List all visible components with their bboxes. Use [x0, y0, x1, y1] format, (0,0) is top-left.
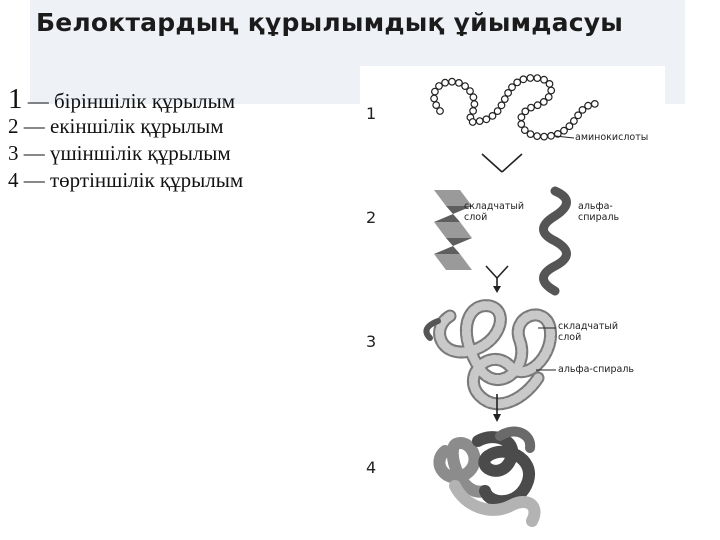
level-text: біріншілік құрылым — [54, 89, 236, 113]
level-number: 2 — [8, 114, 19, 138]
arrow-secondary-to-tertiary — [486, 266, 508, 293]
amino-acid-bead — [541, 99, 548, 106]
amino-acid-bead — [471, 101, 478, 108]
amino-acid-bead — [449, 78, 456, 85]
figure-level-number: 1 — [366, 104, 377, 123]
label-alpha-helix-tertiary: альфа-спираль — [558, 364, 634, 375]
alpha-helix — [544, 191, 567, 291]
amino-acid-bead — [470, 108, 477, 115]
level-item — [8, 83, 243, 115]
amino-acid-bead — [476, 118, 483, 125]
label-pleated-sheet-line2: слой — [464, 212, 488, 223]
label-alpha-helix-line1: альфа- — [578, 201, 613, 212]
level-separator: — — [18, 114, 50, 138]
level-item — [8, 167, 243, 194]
amino-acid-bead — [548, 133, 555, 140]
amino-acid-bead — [592, 101, 599, 108]
amino-acid-bead — [514, 79, 521, 86]
amino-acid-bead — [534, 133, 541, 140]
level-number: 3 — [8, 141, 19, 165]
amino-acid-bead — [469, 119, 476, 126]
level-item — [8, 113, 243, 140]
label-pleated-sheet-line1: складчатый — [464, 201, 525, 212]
amino-acid-bead — [585, 102, 592, 109]
amino-acid-bead — [534, 102, 541, 109]
level-number: 4 — [8, 168, 19, 192]
label-pleated-sheet-tertiary-line1: складчатый — [558, 321, 619, 332]
amino-acid-bead — [546, 81, 553, 88]
amino-acid-bead — [548, 87, 555, 94]
level-text: төртіншілік құрылым — [50, 168, 244, 192]
figure-level-number: 4 — [366, 458, 377, 477]
amino-acid-bead — [520, 76, 527, 83]
amino-acid-bead — [470, 94, 477, 101]
label-pleated-sheet-tertiary-line2: слой — [558, 332, 582, 343]
amino-acid-chain — [431, 75, 598, 140]
figure-level-number: 2 — [366, 208, 377, 227]
quaternary-assembly — [439, 432, 534, 521]
amino-acid-bead — [483, 116, 490, 123]
slide-title: Белоктардың құрылымдық ұйымдасуы — [36, 8, 624, 37]
amino-acid-bead — [527, 75, 534, 82]
level-separator: — — [18, 168, 50, 192]
amino-acid-bead — [433, 102, 440, 109]
tertiary-fold — [426, 306, 550, 404]
amino-acid-bead — [502, 96, 509, 103]
level-separator: — — [22, 89, 54, 113]
figure-level-number: 3 — [366, 332, 377, 351]
label-amino-acids: аминокислоты — [575, 132, 649, 143]
amino-acid-bead — [442, 79, 449, 86]
amino-acid-bead — [431, 95, 438, 102]
levels-list — [8, 83, 244, 194]
arrow-primary-to-secondary — [482, 154, 522, 172]
level-text: екіншілік құрылым — [50, 114, 224, 138]
amino-acid-bead — [527, 131, 534, 138]
level-item — [8, 140, 243, 167]
amino-acid-bead — [436, 83, 443, 90]
amino-acid-bead — [534, 75, 541, 82]
protein-structure-figure — [360, 66, 665, 540]
amino-acid-bead — [498, 102, 505, 109]
amino-acid-bead — [518, 114, 525, 121]
amino-acid-bead — [467, 88, 474, 95]
label-alpha-helix-line2: спираль — [578, 212, 620, 223]
level-text: үшіншілік құрылым — [50, 141, 231, 165]
amino-acid-bead — [541, 133, 548, 140]
level-separator: — — [18, 141, 50, 165]
amino-acid-bead — [456, 80, 463, 87]
level-number: 1 — [8, 83, 23, 115]
